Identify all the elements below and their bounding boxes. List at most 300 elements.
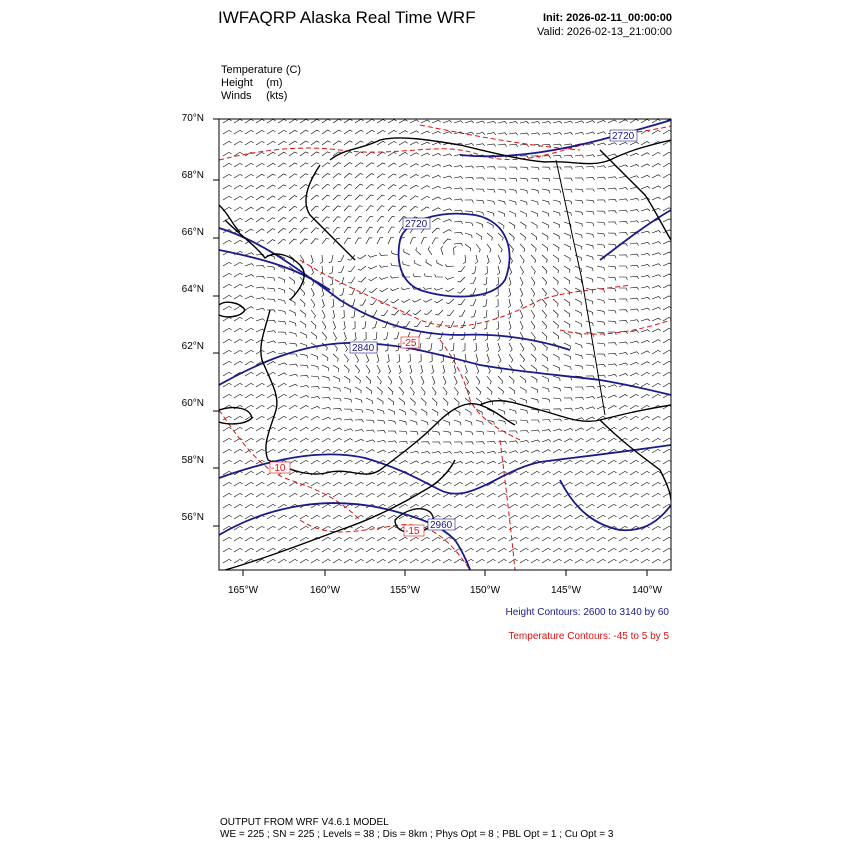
wind-barb: [630, 416, 639, 420]
wind-barb: [553, 156, 562, 159]
wind-barb: [344, 409, 352, 412]
wind-barb: [608, 120, 617, 123]
wind-barb: [458, 266, 465, 272]
wind-barb: [355, 439, 364, 442]
wind-barb: [432, 409, 438, 416]
wind-barb: [575, 354, 582, 359]
wind-barb: [641, 493, 650, 497]
wind-barb: [553, 387, 561, 391]
wind-barb: [454, 232, 463, 235]
wind-barb: [454, 559, 463, 563]
wind-barb: [355, 238, 362, 244]
wind-barb: [586, 233, 594, 237]
wind-barb: [300, 438, 309, 442]
wind-barb: [586, 559, 595, 563]
wind-barb: [388, 441, 397, 443]
wind-barb: [443, 398, 448, 406]
wind-barb: [652, 164, 661, 168]
wind-barb: [432, 559, 441, 563]
wind-barb: [410, 409, 416, 415]
wind-barb: [575, 200, 583, 204]
wind-barb: [509, 200, 516, 205]
wind-barb: [564, 133, 573, 135]
lon-label-160: 160°W: [309, 585, 341, 596]
wind-barb: [564, 471, 573, 475]
wind-barb: [223, 493, 232, 497]
wind-barb: [597, 177, 606, 180]
wind-barb: [421, 196, 430, 200]
wind-barb: [322, 130, 330, 134]
wind-barb: [311, 130, 319, 134]
wind-barb: [454, 188, 463, 190]
wind-barb: [619, 321, 628, 324]
wind-barb: [498, 493, 507, 497]
wind-barb: [377, 174, 385, 178]
wind-barb: [465, 244, 471, 251]
wind-barb: [329, 255, 333, 263]
wind-barb: [344, 130, 352, 134]
wind-barb: [460, 321, 465, 328]
wind-barb: [487, 515, 496, 519]
wind-barb: [410, 142, 419, 145]
wind-barb: [371, 310, 377, 316]
wind-barb: [322, 152, 330, 156]
coastline-northwest: [306, 165, 355, 260]
wind-barb: [289, 217, 297, 222]
wind-barb: [663, 274, 672, 277]
wind-barb: [575, 397, 584, 400]
wind-barb: [608, 310, 616, 313]
wind-barb: [234, 196, 243, 200]
wind-barb: [388, 537, 397, 541]
wind-barb: [641, 471, 650, 475]
wind-barb: [520, 471, 529, 475]
wind-barb: [234, 449, 243, 453]
wind-barb: [245, 163, 254, 167]
wind-barb: [641, 242, 650, 244]
wind-barb: [630, 221, 639, 223]
wind-barb: [344, 537, 353, 541]
wind-barb: [564, 515, 573, 519]
wind-barb: [377, 548, 386, 552]
wind-barb: [366, 163, 374, 167]
wind-barb: [410, 482, 419, 486]
wind-barb: [520, 255, 524, 263]
wind-barb: [223, 328, 232, 332]
wind-barb: [487, 189, 495, 193]
wind-barb: [630, 176, 639, 178]
wind-barb: [630, 352, 639, 354]
wind-barb: [234, 317, 243, 321]
wind-barb: [465, 222, 473, 226]
wind-barb: [384, 332, 388, 340]
wind-barb: [399, 174, 407, 178]
wind-barb: [542, 244, 548, 251]
wind-barb: [432, 131, 441, 134]
wind-barb: [434, 288, 443, 290]
wind-barb: [421, 131, 430, 134]
wind-barb: [358, 266, 366, 270]
wind-barb: [432, 175, 441, 178]
wind-barb: [564, 155, 573, 158]
wind-barb: [333, 310, 335, 319]
wind-barb: [358, 255, 367, 259]
wind-barb: [278, 196, 286, 200]
wind-barb: [256, 185, 265, 189]
wind-barb: [223, 339, 232, 343]
height-label-2960: 2960: [430, 520, 453, 531]
wind-barb: [498, 200, 505, 205]
wind-barb: [619, 374, 628, 377]
wind-barb: [256, 504, 265, 508]
wind-barb: [509, 461, 518, 464]
wind-barb: [553, 419, 562, 421]
wind-barb: [597, 200, 605, 203]
wind-barb: [663, 296, 672, 299]
wind-barb: [608, 537, 617, 541]
wind-barb: [652, 253, 661, 255]
wind-barb: [476, 442, 485, 445]
wind-barb: [223, 295, 232, 299]
wind-barb: [437, 260, 443, 266]
wind-barb: [344, 217, 351, 223]
wind-barb: [597, 211, 605, 214]
wind-barb: [414, 321, 421, 327]
wind-barb: [553, 266, 559, 273]
wind-barb: [542, 133, 551, 135]
wind-barb: [344, 449, 353, 453]
wind-barb: [311, 406, 320, 409]
wind-barb: [586, 121, 595, 123]
wind-barb: [289, 449, 298, 453]
wind-barb: [278, 394, 287, 398]
wind-barb: [267, 537, 276, 541]
wind-barb: [498, 211, 505, 217]
wind-barb: [344, 387, 351, 393]
wind-barb: [234, 504, 243, 508]
wind-barb: [520, 460, 529, 464]
wind-barb: [300, 163, 308, 167]
wind-barb: [608, 266, 616, 270]
wind-barb: [366, 409, 374, 414]
wind-barb: [344, 548, 353, 552]
wind-barb: [641, 253, 650, 255]
wind-barb: [553, 482, 562, 486]
wind-barb: [311, 354, 318, 360]
wind-barb: [652, 427, 661, 431]
wind-barb: [531, 526, 540, 530]
wind-barb: [597, 299, 605, 304]
wind-barb: [333, 387, 341, 392]
wind-barb: [333, 206, 341, 211]
wind-barb: [289, 515, 298, 519]
wind-barb: [223, 163, 232, 167]
temp-contour-gulf: [500, 440, 515, 570]
wind-barb: [641, 427, 650, 431]
wind-barb: [575, 482, 584, 486]
wind-barb: [355, 387, 361, 393]
wind-barb: [355, 398, 362, 403]
wind-barb: [421, 387, 425, 395]
wind-barb: [360, 299, 366, 305]
wind-barb: [476, 354, 478, 363]
wind-barb: [366, 548, 375, 552]
wind-barb: [608, 395, 617, 398]
wind-barb: [575, 471, 584, 475]
wind-barb: [652, 383, 661, 387]
wind-barb: [520, 178, 528, 182]
wind-barb: [597, 449, 606, 453]
wind-barb: [289, 332, 297, 337]
wind-barb: [476, 144, 485, 146]
wind-barb: [223, 174, 232, 178]
wind-barb: [509, 482, 518, 486]
wind-barb: [267, 130, 276, 134]
wind-barb: [300, 548, 309, 552]
wind-barb: [245, 229, 254, 233]
wind-barb: [575, 222, 583, 227]
wind-barb: [388, 515, 397, 519]
wind-barb: [300, 321, 306, 328]
wind-barb: [575, 548, 584, 552]
wind-barb: [531, 266, 535, 274]
wind-barb: [355, 354, 359, 363]
wind-barb: [278, 427, 287, 431]
wind-barb: [223, 438, 232, 442]
wind-barb: [487, 255, 489, 264]
wind-barb: [428, 247, 432, 256]
wind-barb: [531, 482, 540, 486]
wind-barb: [344, 493, 353, 497]
wind-barb: [344, 429, 353, 431]
wind-barb: [608, 321, 616, 324]
wind-barb: [619, 537, 628, 541]
wind-barb: [344, 227, 351, 233]
wind-barb: [388, 559, 397, 563]
wind-barb: [619, 342, 628, 344]
wind-barb: [300, 288, 305, 296]
wind-barb: [340, 288, 344, 296]
wind-barb: [322, 354, 328, 361]
wind-barb: [300, 239, 308, 244]
wind-barb: [597, 120, 606, 123]
wind-barb: [424, 273, 432, 277]
wind-barb: [509, 354, 513, 363]
wind-barb: [399, 537, 408, 541]
wind-barb: [355, 174, 363, 179]
wind-barb: [542, 440, 551, 443]
wind-barb: [663, 383, 672, 387]
wind-barb: [564, 321, 570, 328]
wind-barb: [333, 418, 342, 420]
wind-barb: [245, 460, 254, 464]
wind-barb: [597, 482, 606, 486]
wind-barb: [465, 420, 472, 425]
wind-barb: [366, 216, 373, 222]
wind-barb: [443, 132, 452, 134]
wind-barb: [344, 515, 353, 519]
wind-barb: [476, 178, 484, 181]
wind-barb: [630, 504, 639, 508]
wind-barb: [234, 295, 243, 299]
wind-barb: [531, 189, 539, 193]
wind-barb: [311, 184, 319, 189]
wind-barb: [267, 515, 276, 519]
wind-barb: [619, 493, 628, 497]
wind-barb: [663, 130, 672, 134]
wind-barb: [608, 460, 617, 464]
wind-barb: [352, 321, 355, 329]
wind-barb: [443, 239, 451, 244]
wind-barb: [421, 548, 430, 552]
wind-barb: [520, 493, 529, 497]
wind-barb: [542, 288, 547, 296]
wind-barb: [322, 321, 326, 330]
wind-barb: [575, 211, 583, 215]
wind-barb: [443, 461, 452, 464]
wind-barb: [421, 537, 430, 541]
wind-barb: [476, 461, 485, 464]
wind-barb: [465, 177, 474, 180]
wind-barb: [413, 310, 421, 315]
wind-barb: [300, 152, 308, 156]
wind-barb: [410, 164, 419, 167]
wind-barb: [311, 141, 319, 145]
wind-barb: [542, 277, 547, 285]
wind-barb: [300, 310, 306, 317]
wind-barb: [410, 504, 419, 508]
wind-barb: [509, 343, 512, 352]
wind-barb: [300, 299, 305, 307]
wind-barb: [399, 152, 408, 156]
wind-barb: [234, 548, 243, 552]
wind-barb: [355, 152, 363, 156]
wind-barb: [278, 373, 287, 376]
wind-barb: [608, 288, 616, 292]
wind-barb: [531, 430, 540, 433]
wind-barb: [498, 343, 500, 352]
wind-barb: [267, 152, 276, 156]
lat-label-56: 56°N: [181, 512, 204, 523]
wind-barb: [487, 211, 494, 216]
temperature-contours: [219, 125, 671, 570]
wind-barb: [421, 471, 430, 475]
wind-barb: [289, 559, 298, 563]
wind-barb: [267, 266, 275, 270]
wind-barb: [619, 233, 628, 236]
wind-barb: [322, 206, 330, 211]
wind-barb: [245, 383, 254, 387]
wind-barb: [333, 559, 342, 563]
wind-barb: [586, 438, 595, 442]
wind-barb: [476, 504, 485, 508]
wind-barb: [608, 515, 617, 519]
wind-barb: [234, 438, 243, 442]
wind-barb: [432, 208, 441, 211]
wind-barb: [432, 153, 441, 156]
height-label-2840: 2840: [352, 343, 375, 354]
wind-barb: [575, 189, 583, 192]
field-temperature-name: Temperature: [221, 64, 283, 76]
wind-barb: [509, 441, 518, 443]
wind-barb: [542, 559, 551, 563]
wind-barb: [663, 339, 672, 343]
wind-barb: [476, 526, 485, 530]
wind-barb: [608, 493, 617, 497]
wind-barb: [630, 548, 639, 552]
wind-barb: [333, 354, 338, 362]
wind-barb: [498, 548, 507, 552]
temp-label-minus25: -25: [402, 338, 417, 349]
wind-barb: [630, 515, 639, 519]
wind-barb: [575, 255, 582, 261]
wind-barb: [597, 427, 606, 431]
wind-barb: [311, 493, 320, 497]
wind-barb: [322, 217, 330, 222]
wind-barb: [586, 407, 595, 409]
wind-barb: [531, 515, 540, 519]
wind-barb: [381, 310, 388, 316]
wind-barb: [245, 405, 254, 409]
wind-barb: [278, 163, 286, 167]
wind-barb: [465, 482, 474, 486]
wind-barb: [256, 229, 264, 233]
wind-barb: [476, 376, 480, 385]
wind-barb: [465, 515, 474, 519]
wind-barb: [465, 537, 474, 541]
wind-barb: [564, 537, 573, 541]
wind-barb: [278, 405, 287, 409]
wind-barb: [245, 207, 254, 211]
wind-barb: [553, 548, 562, 552]
wind-barb: [586, 132, 595, 134]
wind-barb: [575, 460, 584, 464]
wind-barb: [575, 559, 584, 563]
wind-barb: [432, 537, 441, 541]
wind-barb: [553, 365, 560, 371]
wind-barb: [355, 227, 362, 233]
wind-barb: [322, 365, 329, 371]
wind-barb: [377, 493, 386, 497]
wind-barb: [531, 537, 540, 541]
wind-barb: [498, 409, 505, 415]
wind-barb: [498, 255, 501, 264]
wind-barb: [553, 376, 560, 381]
wind-barb: [608, 299, 616, 303]
wind-barb: [497, 266, 499, 275]
wind-barb: [366, 430, 375, 433]
wind-barb: [234, 361, 243, 365]
wind-barb: [531, 133, 540, 136]
wind-barb: [564, 548, 573, 552]
wind-barb: [311, 299, 315, 308]
wind-barb: [597, 277, 605, 282]
wind-barb: [509, 189, 517, 193]
wind-barb: [344, 163, 352, 167]
wind-barb: [377, 387, 382, 395]
wind-barb: [465, 431, 473, 435]
wind-barb: [542, 299, 547, 307]
wind-barb: [388, 409, 395, 415]
wind-barb: [267, 405, 276, 409]
wind-barb: [377, 537, 386, 541]
wind-barb: [498, 559, 507, 563]
wind-barb: [586, 266, 593, 271]
wind-barb: [372, 321, 377, 328]
wind-barb: [388, 120, 397, 124]
wind-barb: [586, 255, 593, 260]
wind-barb: [267, 320, 276, 323]
